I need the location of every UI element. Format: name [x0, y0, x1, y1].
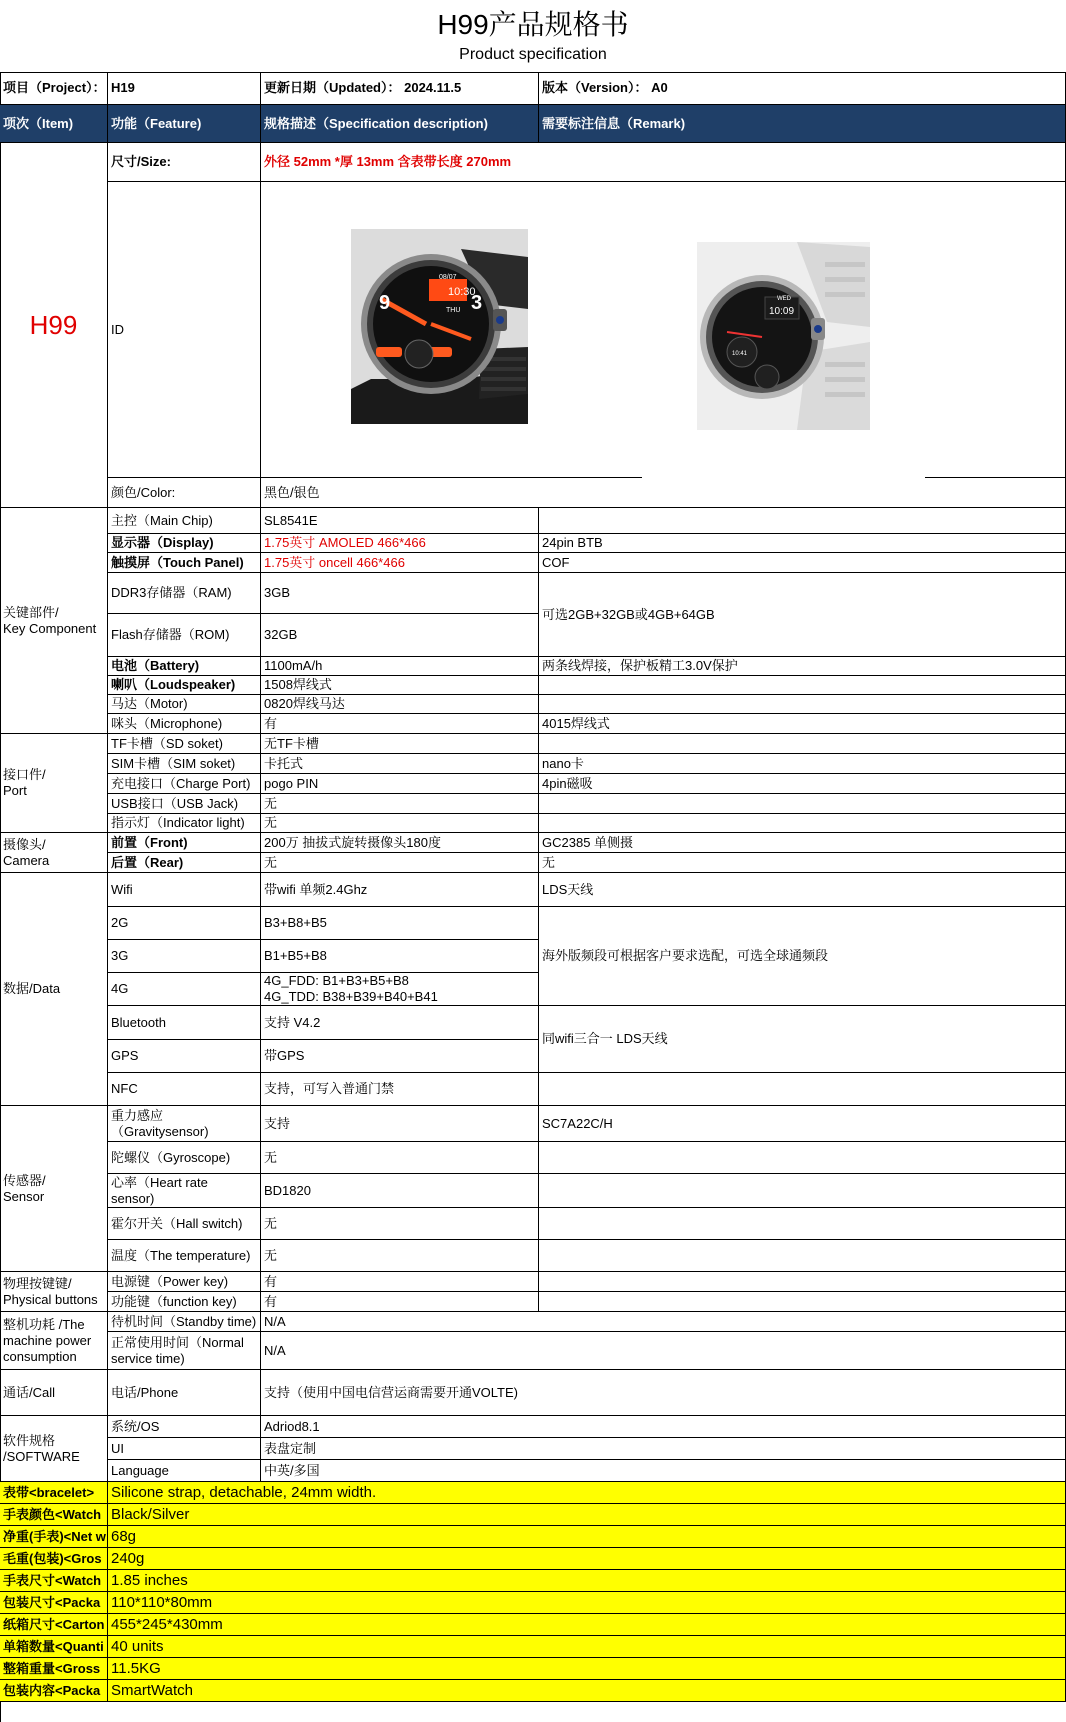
gravity-sensor-remark: SC7A22C/H	[539, 1106, 1066, 1142]
rear-camera-remark: 无	[539, 853, 1066, 873]
rear-camera-spec: 无	[261, 853, 539, 873]
camera-cat-line1: 摄像头/	[3, 836, 46, 852]
color-label: 颜色/Color:	[108, 478, 261, 508]
gravity-sensor-spec: 支持	[261, 1106, 539, 1142]
page-subtitle: Product specification	[459, 46, 607, 63]
version: 版本（Version）： A0	[539, 72, 1066, 105]
black-watch-day: THU	[446, 307, 461, 314]
normal-time-feature	[108, 1332, 261, 1370]
ram-feature: DDR3存储器（RAM)	[108, 573, 261, 614]
sd-slot-remark	[539, 734, 1066, 754]
heart-rate-line1: 心率（Heart rate	[111, 1174, 208, 1190]
project-value: H19	[108, 72, 261, 105]
3g-feature: 3G	[108, 940, 261, 973]
header-spec: 规格描述（Specification description)	[261, 105, 539, 143]
motor-feature: 马达（Motor)	[108, 695, 261, 714]
phone-feature: 电话/Phone	[108, 1370, 261, 1416]
net-weight-key: 净重(手表)<Net w	[0, 1526, 108, 1548]
silver-watch-day: WED	[777, 296, 791, 302]
2g-feature: 2G	[108, 907, 261, 940]
sensor-category	[0, 1106, 108, 1272]
size-label: 尺寸/Size:	[108, 143, 261, 182]
standby-time-spec: N/A	[261, 1312, 1066, 1332]
usb-jack-spec: 无	[261, 794, 539, 814]
wifi-remark: LDS天线	[539, 873, 1066, 907]
id-label: ID	[108, 182, 261, 478]
front-camera-spec: 200万 抽拔式旋转摄像头180度	[261, 833, 539, 853]
power-key-feature: 电源键（Power key)	[108, 1272, 261, 1292]
3g-spec: B1+B5+B8	[261, 940, 539, 973]
memory-remark: 可选2GB+32GB或4GB+64GB	[539, 573, 1066, 657]
standby-time-feature: 待机时间（Standby time)	[108, 1312, 261, 1332]
port-cat-line1: 接口件/	[3, 767, 46, 782]
quantity-value: 40 units	[108, 1636, 1066, 1658]
call-category: 通话/Call	[0, 1370, 108, 1416]
motor-spec: 0820焊线马达	[261, 695, 539, 714]
buttons-cat-line1: 物理按键键/	[3, 1275, 72, 1291]
ui-feature: UI	[108, 1438, 261, 1460]
header-feature: 功能（Feature)	[108, 105, 261, 143]
sensor-cat-line1: 传感器/	[3, 1172, 46, 1188]
indicator-light-remark	[539, 814, 1066, 833]
display-feature: 显示器（Display)	[108, 534, 261, 553]
port-category	[0, 734, 108, 833]
function-key-feature: 功能键（function key)	[108, 1292, 261, 1312]
watch-color-value: Black/Silver	[108, 1504, 1066, 1526]
header-item: 项次（Item)	[0, 105, 108, 143]
heart-rate-spec: BD1820	[261, 1174, 539, 1208]
microphone-spec: 有	[261, 714, 539, 734]
display-remark: 24pin BTB	[539, 534, 1066, 553]
gross-weight-key: 毛重(包装)<Gros	[0, 1548, 108, 1570]
hall-switch-feature: 霍尔开关（Hall switch)	[108, 1208, 261, 1240]
power-key-spec: 有	[261, 1272, 539, 1292]
black-watch-number: 3	[471, 292, 483, 314]
temperature-spec: 无	[261, 1240, 539, 1272]
buttons-cat-line2: Physical buttons	[3, 1291, 98, 1307]
package-content-key: 包装内容<Packa	[0, 1680, 108, 1702]
package-content-value: SmartWatch	[108, 1680, 1066, 1702]
nfc-spec: 支持，可写入普通门禁	[261, 1073, 539, 1106]
usb-jack-feature: USB接口（USB Jack)	[108, 794, 261, 814]
front-camera-feature: 前置（Front)	[108, 833, 261, 853]
brand-cell: H99	[0, 143, 108, 508]
black-watch-date: 08/07	[439, 274, 457, 281]
power-category	[0, 1312, 108, 1370]
language-spec: 中英/多国	[261, 1460, 1066, 1482]
battery-remark: 两条线焊接，保护板精工3.0V保护	[539, 657, 1066, 676]
port-cat-line2: Port	[3, 783, 27, 798]
color-value: 黑色/银色	[261, 478, 1066, 508]
sim-slot-spec: 卡托式	[261, 754, 539, 774]
sd-slot-spec: 无TF卡槽	[261, 734, 539, 754]
sensor-cat-line2: Sensor	[3, 1188, 45, 1204]
quantity-key: 单箱数量<Quanti	[0, 1636, 108, 1658]
nfc-remark	[539, 1073, 1066, 1106]
carton-size-value: 455*245*430mm	[108, 1614, 1066, 1636]
gross-weight-value: 240g	[108, 1548, 1066, 1570]
charge-port-feature: 充电接口（Charge Port)	[108, 774, 261, 794]
power-key-remark	[539, 1272, 1066, 1292]
software-category	[0, 1416, 108, 1482]
rear-camera-feature: 后置（Rear)	[108, 853, 261, 873]
indicator-light-spec: 无	[261, 814, 539, 833]
function-key-remark	[539, 1292, 1066, 1312]
header-remark: 需要标注信息（Remark)	[539, 105, 1066, 143]
main-chip-remark	[539, 508, 1066, 534]
gps-spec: 带GPS	[261, 1040, 539, 1073]
indicator-light-feature: 指示灯（Indicator light)	[108, 814, 261, 833]
gravity-sensor-line2: （Gravitysensor)	[111, 1123, 209, 1139]
sd-slot-feature: TF卡槽（SD soket)	[108, 734, 261, 754]
loudspeaker-spec: 1508焊线式	[261, 676, 539, 695]
ram-spec: 3GB	[261, 573, 539, 614]
battery-feature: 电池（Battery)	[108, 657, 261, 676]
camera-cat-line2: Camera	[3, 852, 50, 868]
sim-slot-remark: nano卡	[539, 754, 1066, 774]
display-spec: 1.75英寸 AMOLED 466*466	[261, 534, 539, 553]
watch-color-key: 手表颜色<Watch	[0, 1504, 108, 1526]
black-watch-time: 10:30	[448, 286, 476, 298]
hall-switch-remark	[539, 1208, 1066, 1240]
black-watch-image	[351, 229, 528, 424]
gyroscope-remark	[539, 1142, 1066, 1174]
rom-spec: 32GB	[261, 614, 539, 657]
rom-feature: Flash存储器（ROM)	[108, 614, 261, 657]
charge-port-remark: 4pin磁吸	[539, 774, 1066, 794]
carton-size-key: 纸箱尺寸<Carton	[0, 1614, 108, 1636]
hall-switch-spec: 无	[261, 1208, 539, 1240]
band-remark: 海外版频段可根据客户要求选配，可选全球通频段	[539, 907, 1066, 1006]
temperature-feature: 温度（The temperature)	[108, 1240, 261, 1272]
watch-size-value: 1.85 inches	[108, 1570, 1066, 1592]
key-component-cat-line1: 关键部件/	[3, 604, 59, 620]
page-title: H99产品规格书	[437, 9, 629, 40]
wifi-spec: 带wifi 单频2.4Ghz	[261, 873, 539, 907]
title-block	[0, 0, 1066, 72]
loudspeaker-feature: 喇叭（Loudspeaker)	[108, 676, 261, 695]
gravity-sensor-line1: 重力感应	[111, 1107, 164, 1123]
updated-date: 更新日期（Updated）： 2024.11.5	[261, 72, 539, 105]
4g-feature: 4G	[108, 973, 261, 1006]
touch-panel-remark: COF	[539, 553, 1066, 573]
key-component-category	[0, 508, 108, 734]
normal-time-line1: 正常使用时间（Normal	[111, 1334, 244, 1350]
bracelet-value: Silicone strap, detachable, 24mm width.	[108, 1482, 1066, 1504]
software-cat-line2: /SOFTWARE	[3, 1448, 80, 1464]
function-key-spec: 有	[261, 1292, 539, 1312]
power-cat-line1: 整机功耗 /The	[3, 1316, 85, 1332]
wifi-feature: Wifi	[108, 873, 261, 907]
language-feature: Language	[108, 1460, 261, 1482]
charge-port-spec: pogo PIN	[261, 774, 539, 794]
package-size-value: 110*110*80mm	[108, 1592, 1066, 1614]
net-weight-value: 68g	[108, 1526, 1066, 1548]
silver-watch-time: 10:09	[769, 306, 795, 317]
power-cat-line3: consumption	[3, 1348, 77, 1364]
4g-fdd: 4G_FDD: B1+B3+B5+B8	[264, 973, 409, 988]
gyroscope-feature: 陀螺仪（Gyroscope)	[108, 1142, 261, 1174]
nfc-feature: NFC	[108, 1073, 261, 1106]
microphone-feature: 咪头（Microphone)	[108, 714, 261, 734]
buttons-category	[0, 1272, 108, 1312]
bluetooth-remark: 同wifi三合一 LDS天线	[539, 1006, 1066, 1073]
gravity-sensor-feature	[108, 1106, 261, 1142]
touch-panel-spec: 1.75英寸 oncell 466*466	[261, 553, 539, 573]
os-feature: 系统/OS	[108, 1416, 261, 1438]
black-watch-number-left: 9	[379, 292, 391, 314]
main-chip-spec: SL8541E	[261, 508, 539, 534]
silver-watch-image	[697, 242, 870, 430]
ui-spec: 表盘定制	[261, 1438, 1066, 1460]
package-size-key: 包装尺寸<Packa	[0, 1592, 108, 1614]
heart-rate-feature	[108, 1174, 261, 1208]
phone-spec: 支持（使用中国电信营运商需要开通VOLTE)	[261, 1370, 1066, 1416]
heart-rate-remark	[539, 1174, 1066, 1208]
data-category: 数据/Data	[0, 873, 108, 1106]
loudspeaker-remark	[539, 676, 1066, 695]
watch-size-key: 手表尺寸<Watch	[0, 1570, 108, 1592]
heart-rate-line2: sensor)	[111, 1190, 155, 1206]
project-label: 项目（Project）：	[0, 72, 108, 105]
touch-panel-feature: 触摸屏（Touch Panel)	[108, 553, 261, 573]
bracelet-key: 表带<bracelet>	[0, 1482, 108, 1504]
carton-weight-key: 整箱重量<Gross	[0, 1658, 108, 1680]
main-chip-feature: 主控（Main Chip)	[108, 508, 261, 534]
key-component-cat-line2: Key Component	[3, 620, 97, 636]
gps-feature: GPS	[108, 1040, 261, 1073]
silver-watch-sub: 10:41	[732, 351, 748, 357]
bluetooth-feature: Bluetooth	[108, 1006, 261, 1040]
software-cat-line1: 软件规格	[3, 1432, 56, 1448]
carton-weight-value: 11.5KG	[108, 1658, 1066, 1680]
front-camera-remark: GC2385 单侧摄	[539, 833, 1066, 853]
microphone-remark: 4015焊线式	[539, 714, 1066, 734]
4g-tdd: 4G_TDD: B38+B39+B40+B41	[264, 989, 438, 1004]
4g-spec	[261, 973, 539, 1006]
bluetooth-spec: 支持 V4.2	[261, 1006, 539, 1040]
power-cat-line2: machine power	[3, 1332, 92, 1348]
gyroscope-spec: 无	[261, 1142, 539, 1174]
motor-remark	[539, 695, 1066, 714]
normal-time-line2: service time)	[111, 1350, 185, 1366]
temperature-remark	[539, 1240, 1066, 1272]
sim-slot-feature: SIM卡槽（SIM soket)	[108, 754, 261, 774]
os-spec: Adriod8.1	[261, 1416, 1066, 1438]
size-value: 外径 52mm *厚 13mm 含表带长度 270mm	[261, 143, 1066, 182]
camera-category	[0, 833, 108, 873]
2g-spec: B3+B8+B5	[261, 907, 539, 940]
battery-spec: 1100mA/h	[261, 657, 539, 676]
normal-time-spec: N/A	[261, 1332, 1066, 1370]
usb-jack-remark	[539, 794, 1066, 814]
